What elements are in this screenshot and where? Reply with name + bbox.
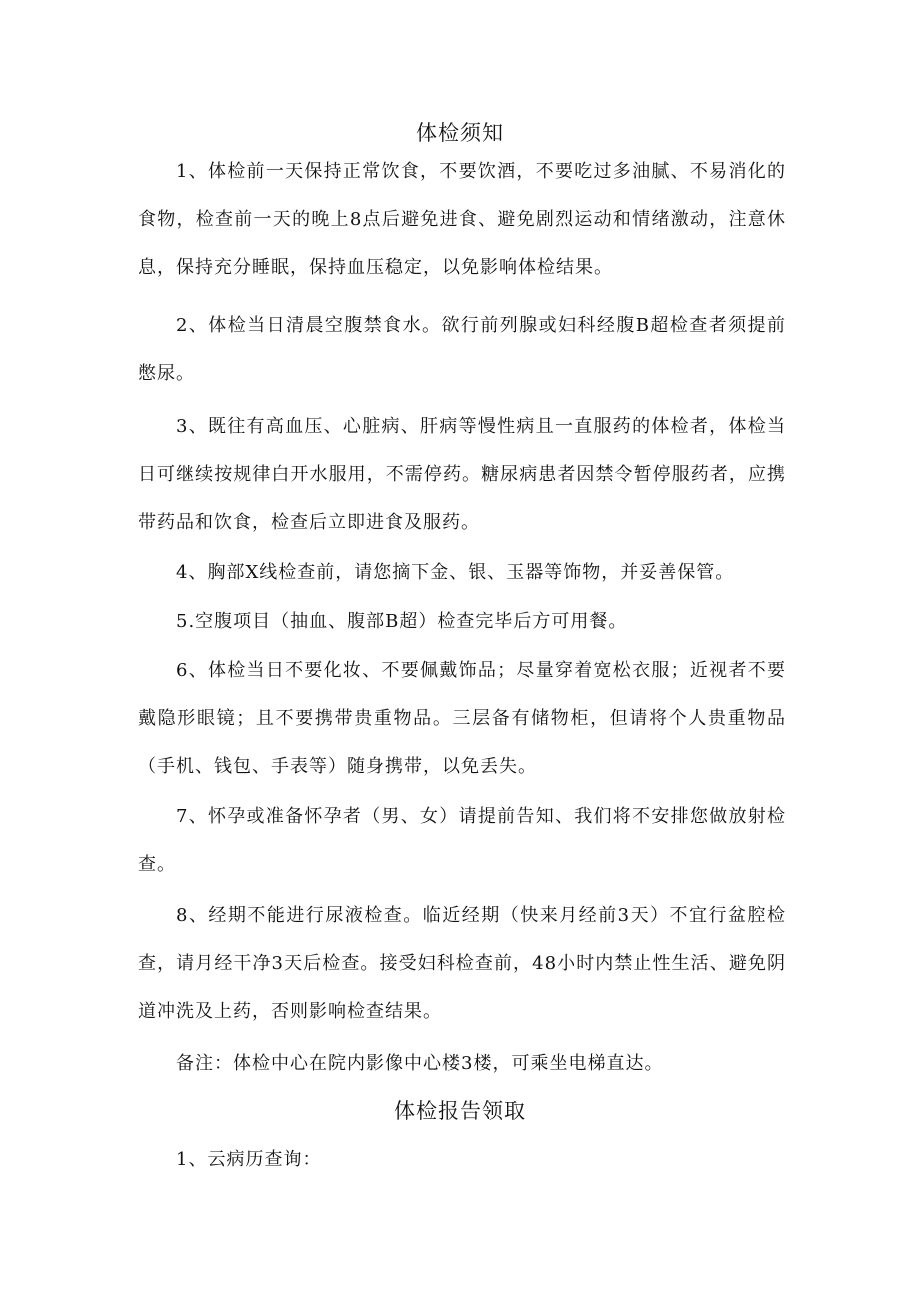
notice-title: 体检须知 bbox=[416, 121, 504, 145]
notice-item-3: 3、既往有高血压、心脏病、肝病等慢性病且一直服药的体检者，体检当日可继续按规律白开水服用，不需停药。糖尿病患者因禁令暂停服药者，应携带药品和饮食，检查后立即进食及服药。 bbox=[138, 416, 786, 533]
notice-item-5: 5.空腹项目（抽血、腹部B超）检查完毕后方可用餐。 bbox=[176, 611, 628, 632]
notice-remark: 备注：体检中心在院内影像中心楼3楼，可乘坐电梯直达。 bbox=[176, 1053, 664, 1074]
notice-item-8: 8、经期不能进行尿液检查。临近经期（快来月经前3天）不宜行盆腔检查，请月经干净3天后检查。接受妇科检查前，48小时内禁止性生活、避免阴道冲洗及上药，否则影响检查结果。 bbox=[138, 905, 786, 1022]
notice-item-2: 2、体检当日清晨空腹禁食水。欲行前列腺或妇科经腹B超检查者须提前憋尿。 bbox=[138, 315, 786, 384]
notice-item-6: 6、体检当日不要化妆、不要佩戴饰品；尽量穿着宽松衣服；近视者不要戴隐形眼镜；且不要携带贵重物品。三层备有储物柜，但请将个人贵重物品（手机、钱包、手表等）随身携带，以免丢失。 bbox=[138, 660, 786, 777]
notice-item-4: 4、胸部X线检查前，请您摘下金、银、玉器等饰物，并妥善保管。 bbox=[176, 562, 735, 583]
report-title: 体检报告领取 bbox=[394, 1099, 526, 1123]
notice-item-1: 1、体检前一天保持正常饮食，不要饮酒，不要吃过多油腻、不易消化的食物，检查前一天的晚上8点后避免进食、避免剧烈运动和情绪激动，注意休息，保持充分睡眠，保持血压稳定，以免影响体检结果。 bbox=[138, 161, 786, 278]
report-item-1: 1、云病历查询： bbox=[176, 1149, 322, 1170]
notice-item-7: 7、怀孕或准备怀孕者（男、女）请提前告知、我们将不安排您做放射检查。 bbox=[138, 806, 786, 875]
